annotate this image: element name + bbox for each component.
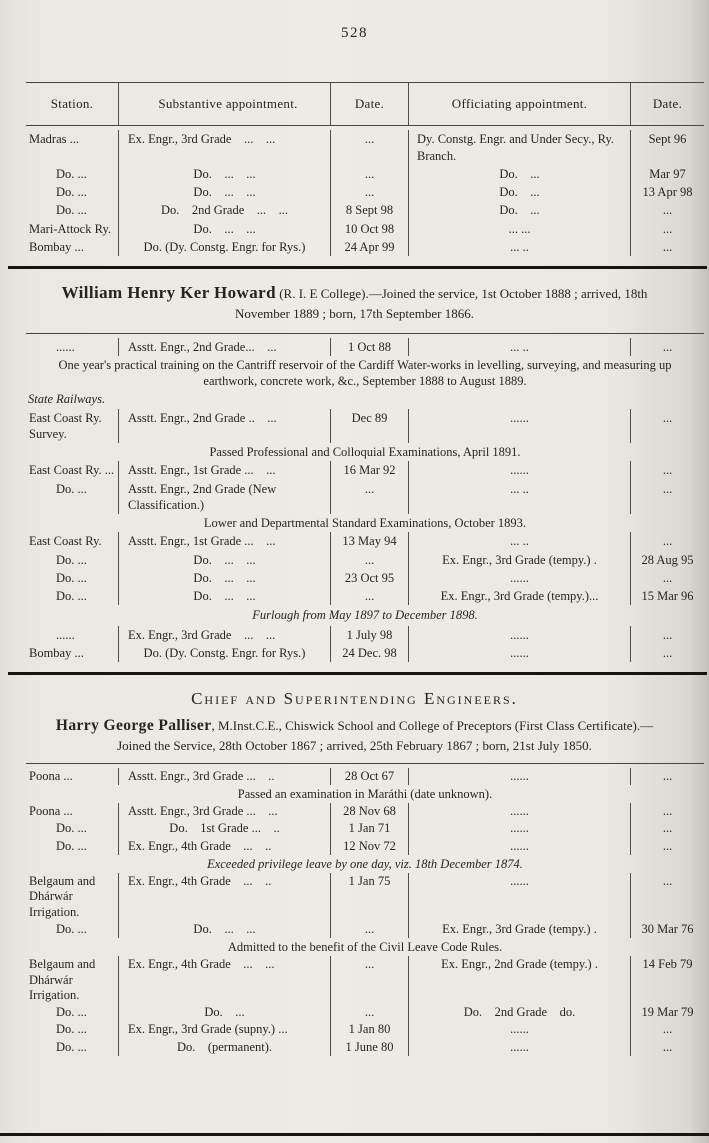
cell-substantive: Do. 1st Grade ... .. [118, 820, 330, 837]
cell-officiating: Ex. Engr., 2nd Grade (tempy.) . [408, 956, 630, 1004]
cell-substantive: Do. ... [118, 1004, 330, 1021]
cell-substantive: Asstt. Engr., 2nd Grade... ... [118, 338, 330, 356]
header-date-2: Date. [630, 83, 704, 126]
person-heading-palliser [48, 716, 661, 754]
cell-officiating: ...... [408, 461, 630, 479]
cell-date-2: ... [630, 820, 704, 837]
person-name: William Henry Ker Howard [61, 283, 276, 303]
cell-station: Do. ... [56, 1005, 87, 1020]
cell-officiating: ...... [408, 1021, 630, 1038]
table-row [26, 626, 704, 644]
cell-station: Madras ... [29, 132, 79, 147]
cell-substantive: Do. ... ... [118, 165, 330, 183]
cell-date-2: 19 Mar 79 [630, 1004, 704, 1021]
cell-date: ... [330, 480, 408, 515]
note: Admitted to the benefit of the Civil Leave Code Rules. [227, 940, 503, 955]
cell-date-2: 15 Mar 96 [630, 587, 704, 605]
cell-date: 13 May 94 [330, 532, 408, 550]
cell-substantive: Asstt. Engr., 1st Grade ... ... [118, 461, 330, 479]
cell-date-2: ... [630, 644, 704, 662]
cell-officiating: ...... [408, 873, 630, 921]
cell-date: 1 Jan 75 [330, 873, 408, 921]
section-heading-chief-engineers: Chief and Superintending Engineers. [191, 689, 518, 709]
note: Lower and Departmental Standard Examinations, October 1893. [203, 516, 527, 531]
table-row [26, 461, 704, 479]
section-label: State Railways. [28, 392, 106, 407]
table-row [26, 220, 704, 238]
cell-date-2: ... [630, 461, 704, 479]
table-row [26, 480, 704, 515]
cell-officiating: ... .. [408, 480, 630, 515]
cell-date: Dec 89 [330, 409, 408, 444]
cell-officiating: ...... [408, 569, 630, 587]
cell-station: Do. ... [56, 838, 87, 853]
cell-date-2: 30 Mar 76 [630, 921, 704, 938]
cell-station: Belgaum and Dhárwár Irrigation. [29, 874, 96, 919]
cell-substantive: Do. ... ... [118, 587, 330, 605]
table-row [26, 838, 704, 855]
cell-substantive: Ex. Engr., 3rd Grade (supny.) ... [118, 1021, 330, 1038]
cell-station: ...... [56, 627, 75, 642]
cell-officiating: ...... [408, 644, 630, 662]
cell-officiating: Ex. Engr., 3rd Grade (tempy.)... [408, 587, 630, 605]
divider-rule [26, 333, 704, 334]
cell-officiating: ...... [408, 803, 630, 820]
cell-station: Do. ... [56, 570, 87, 585]
table-row [26, 1021, 704, 1038]
cell-date: ... [330, 130, 408, 165]
cell-date-2: ... [630, 532, 704, 550]
cell-date-2: ... [630, 626, 704, 644]
header-substantive: Substantive appointment. [118, 83, 330, 126]
cell-date: 1 June 80 [330, 1039, 408, 1056]
cell-date: ... [330, 956, 408, 1004]
cell-date-2: ... [630, 409, 704, 444]
cell-officiating: Do. ... [408, 201, 630, 219]
note: One year's practical training on the Cantriff reservoir of the Cardiff Water-works in levelling, surveying, and measuring up earthwork, concrete work, &c., September 1888 to August 1889. [58, 357, 672, 389]
cell-date-2: ... [630, 1021, 704, 1038]
page-bottom-rule [0, 1133, 709, 1136]
cell-date: ... [330, 921, 408, 938]
cell-officiating: Do. ... [408, 183, 630, 201]
cell-officiating: ...... [408, 626, 630, 644]
cell-officiating: ... .. [408, 238, 630, 256]
table-row [26, 532, 704, 550]
cell-substantive: Do. ... ... [118, 183, 330, 201]
cell-date-2: ... [630, 838, 704, 855]
cell-substantive: Do. ... ... [118, 921, 330, 938]
cell-date: 24 Dec. 98 [330, 644, 408, 662]
cell-date-2: ... [630, 338, 704, 356]
cell-date: ... [330, 1004, 408, 1021]
table-row [26, 820, 704, 837]
cell-officiating: Do. ... [408, 165, 630, 183]
cell-substantive: Do. (permanent). [118, 1039, 330, 1056]
cell-station: Do. ... [56, 589, 87, 604]
cell-substantive: Ex. Engr., 4th Grade ... .. [118, 838, 330, 855]
header-officiating: Officiating appointment. [408, 83, 630, 126]
table-row [26, 768, 704, 785]
table-row [26, 183, 704, 201]
cell-date-2: ... [630, 768, 704, 785]
note: Furlough from May 1897 to December 1898. [252, 608, 478, 623]
cell-date-2: ... [630, 480, 704, 515]
table-row [26, 956, 704, 1004]
table-row [26, 201, 704, 219]
cell-date-2: Mar 97 [630, 165, 704, 183]
header-date: Date. [330, 83, 408, 126]
cell-substantive: Asstt. Engr., 1st Grade ... ... [118, 532, 330, 550]
table-header-row [26, 83, 704, 126]
table-row [26, 873, 704, 921]
cell-officiating: ...... [408, 1039, 630, 1056]
cell-date: 12 Nov 72 [330, 838, 408, 855]
cell-station: Bombay ... [29, 645, 84, 660]
header-station: Station. [50, 95, 94, 111]
table-row [26, 409, 704, 444]
divider-rule [26, 763, 704, 764]
table-row [26, 238, 704, 256]
section-divider-rule [8, 672, 707, 675]
cell-substantive: Do. (Dy. Constg. Engr. for Rys.) [118, 644, 330, 662]
cell-substantive: Asstt. Engr., 3rd Grade ... ... [118, 803, 330, 820]
cell-date: ... [330, 551, 408, 569]
madras-rows [26, 130, 704, 256]
person-name: Harry George Palliser [55, 717, 212, 735]
table-row [26, 1004, 704, 1021]
cell-date: 1 Oct 88 [330, 338, 408, 356]
cell-station: East Coast Ry. Survey. [29, 410, 102, 441]
cell-date: 23 Oct 95 [330, 569, 408, 587]
cell-date: 10 Oct 98 [330, 220, 408, 238]
cell-station: Do. ... [56, 552, 87, 567]
cell-date: ... [330, 587, 408, 605]
cell-date-2: ... [630, 238, 704, 256]
table-row [26, 1039, 704, 1056]
cell-officiating: Ex. Engr., 3rd Grade (tempy.) . [408, 921, 630, 938]
cell-officiating: ...... [408, 768, 630, 785]
cell-substantive: Do. ... ... [118, 569, 330, 587]
table-row [26, 803, 704, 820]
cell-date-2: ... [630, 1039, 704, 1056]
cell-date: 8 Sept 98 [330, 201, 408, 219]
cell-date: 1 July 98 [330, 626, 408, 644]
page-number: 528 [341, 25, 368, 41]
cell-station: Do. ... [56, 1022, 87, 1037]
cell-date-2: Sept 96 [630, 130, 704, 165]
cell-substantive: Ex. Engr., 3rd Grade ... ... [118, 626, 330, 644]
cell-date: 28 Nov 68 [330, 803, 408, 820]
table-row [26, 338, 704, 356]
cell-substantive: Do. 2nd Grade ... ... [118, 201, 330, 219]
cell-officiating: ...... [408, 409, 630, 444]
table-row [26, 165, 704, 183]
cell-substantive: Asstt. Engr., 3rd Grade ... .. [118, 768, 330, 785]
cell-date-2: ... [630, 873, 704, 921]
cell-officiating: Do. 2nd Grade do. [408, 1004, 630, 1021]
palliser-rows [26, 768, 704, 1056]
cell-station: Do. ... [56, 185, 87, 200]
table-row [26, 921, 704, 938]
cell-date-2: 13 Apr 98 [630, 183, 704, 201]
cell-substantive: Asstt. Engr., 2nd Grade .. ... [118, 409, 330, 444]
cell-date: 28 Oct 67 [330, 768, 408, 785]
service-table-madras [26, 82, 704, 257]
note: Passed Professional and Colloquial Examinations, April 1891. [209, 445, 521, 460]
cell-date: ... [330, 183, 408, 201]
cell-officiating: ... ... [408, 220, 630, 238]
cell-substantive: Do. ... ... [118, 551, 330, 569]
cell-officiating: ...... [408, 838, 630, 855]
cell-date-2: 28 Aug 95 [630, 551, 704, 569]
service-table-howard [26, 333, 704, 663]
table-row [26, 551, 704, 569]
cell-station: Do. ... [56, 166, 87, 181]
service-table-palliser [26, 763, 704, 1056]
cell-date-2: ... [630, 803, 704, 820]
cell-date: 1 Jan 71 [330, 820, 408, 837]
cell-date-2: 14 Feb 79 [630, 956, 704, 1004]
cell-station: Poona ... [29, 804, 73, 819]
cell-date: 1 Jan 80 [330, 1021, 408, 1038]
cell-station: Do. ... [56, 203, 87, 218]
table-row [26, 569, 704, 587]
note: Passed an examination in Maráthi (date unknown). [237, 786, 493, 801]
cell-officiating: ... .. [408, 338, 630, 356]
cell-station: East Coast Ry. ... [29, 463, 115, 478]
cell-officiating: ...... [408, 820, 630, 837]
cell-date-2: ... [630, 569, 704, 587]
person-details: (R. I. E College).—Joined the service, 1st October 1888 ; arrived, 18th November 1889 ; born, 17th September 1866. [234, 286, 648, 322]
cell-substantive: Do. ... ... [118, 220, 330, 238]
cell-date-2: ... [630, 220, 704, 238]
cell-station: Do. ... [56, 921, 87, 936]
cell-date: 24 Apr 99 [330, 238, 408, 256]
note: Exceeded privilege leave by one day, viz. 18th December 1874. [207, 856, 523, 871]
cell-station: Do. ... [56, 1039, 87, 1054]
cell-station: Poona ... [29, 768, 73, 783]
cell-date: ... [330, 165, 408, 183]
cell-station: Mari-Attock Ry. [29, 221, 112, 236]
cell-substantive: Do. (Dy. Constg. Engr. for Rys.) [118, 238, 330, 256]
cell-officiating: Ex. Engr., 3rd Grade (tempy.) . [408, 551, 630, 569]
section-divider-rule [8, 266, 707, 269]
cell-substantive: Ex. Engr., 4th Grade ... ... [118, 956, 330, 1004]
cell-station: ...... [56, 339, 75, 354]
howard-rows [26, 338, 704, 663]
cell-date: 16 Mar 92 [330, 461, 408, 479]
table-row [26, 130, 704, 165]
table-row [26, 587, 704, 605]
cell-station: Bombay ... [29, 239, 84, 254]
divider-rule [26, 125, 704, 126]
cell-substantive: Ex. Engr., 4th Grade ... .. [118, 873, 330, 921]
table-row [26, 644, 704, 662]
cell-substantive: Asstt. Engr., 2nd Grade (New Classification.) [118, 480, 330, 515]
cell-substantive: Ex. Engr., 3rd Grade ... ... [118, 130, 330, 165]
cell-officiating: Dy. Constg. Engr. and Under Secy., Ry. Branch. [408, 130, 630, 165]
cell-officiating: ... .. [408, 532, 630, 550]
cell-station: Do. ... [56, 481, 87, 496]
cell-station: East Coast Ry. [29, 534, 102, 549]
cell-station: Belgaum and Dhárwár Irrigation. [29, 957, 96, 1002]
cell-station: Do. ... [56, 821, 87, 836]
cell-date-2: ... [630, 201, 704, 219]
person-details: , M.Inst.C.E., Chiswick School and College of Preceptors (First Class Certificate).—Joined the Service, 28th October 1867 ; arrived, 25th February 1867 ; born, 21st July 1850. [117, 718, 654, 754]
person-heading-howard [48, 282, 661, 322]
